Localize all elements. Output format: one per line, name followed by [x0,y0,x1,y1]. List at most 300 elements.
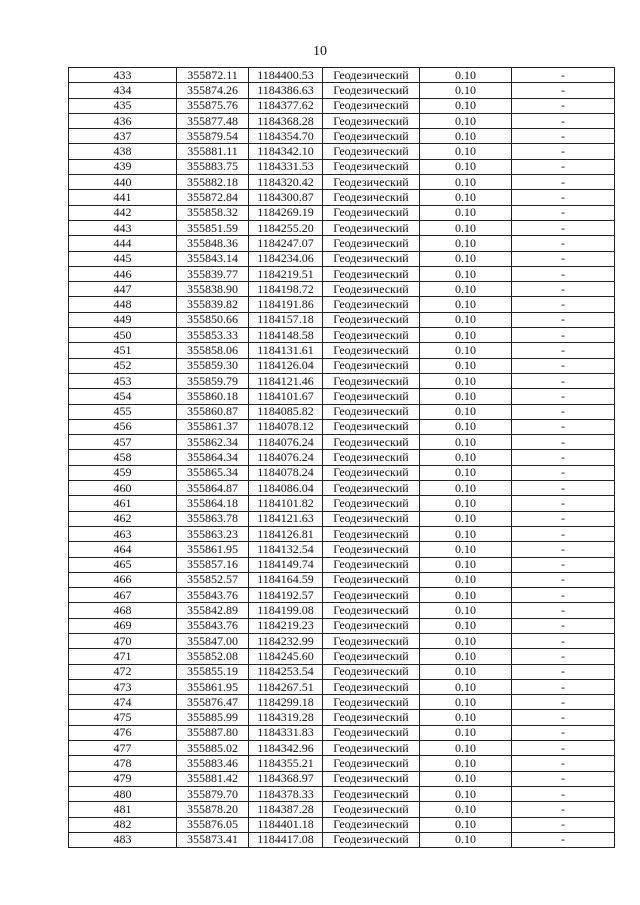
point-number-cell: 439 [69,159,177,174]
x-coordinate-cell: 355838.90 [177,282,249,297]
x-coordinate-cell: 355855.19 [177,664,249,679]
method-cell: Геодезический [323,802,420,817]
point-number-cell: 467 [69,588,177,603]
y-coordinate-cell: 1184086.04 [249,481,323,496]
table-row [69,236,615,251]
point-number-cell: 451 [69,343,177,358]
table-row [69,343,615,358]
table-row [69,373,615,388]
table-row [69,435,615,450]
y-coordinate-cell: 1184386.63 [249,83,323,98]
table-row [69,98,615,113]
table-row [69,450,615,465]
y-coordinate-cell: 1184126.81 [249,526,323,541]
note-cell: - [512,98,615,113]
table-row [69,190,615,205]
note-cell: - [512,802,615,817]
y-coordinate-cell: 1184368.97 [249,771,323,786]
point-number-cell: 443 [69,220,177,235]
method-cell: Геодезический [323,771,420,786]
accuracy-cell: 0.10 [420,419,512,434]
y-coordinate-cell: 1184121.46 [249,373,323,388]
table-row [69,129,615,144]
note-cell: - [512,832,615,847]
x-coordinate-cell: 355882.18 [177,175,249,190]
note-cell: - [512,679,615,694]
x-coordinate-cell: 355881.11 [177,144,249,159]
x-coordinate-cell: 355874.26 [177,83,249,98]
point-number-cell: 477 [69,741,177,756]
table-row [69,83,615,98]
x-coordinate-cell: 355861.37 [177,419,249,434]
table-row [69,251,615,266]
x-coordinate-cell: 355878.20 [177,802,249,817]
table-row [69,511,615,526]
y-coordinate-cell: 1184232.99 [249,633,323,648]
note-cell: - [512,557,615,572]
x-coordinate-cell: 355879.54 [177,129,249,144]
y-coordinate-cell: 1184253.54 [249,664,323,679]
note-cell: - [512,633,615,648]
note-cell: - [512,496,615,511]
coordinates-table [68,67,615,848]
accuracy-cell: 0.10 [420,98,512,113]
accuracy-cell: 0.10 [420,695,512,710]
method-cell: Геодезический [323,511,420,526]
note-cell: - [512,618,615,633]
method-cell: Геодезический [323,496,420,511]
y-coordinate-cell: 1184255.20 [249,220,323,235]
method-cell: Геодезический [323,266,420,281]
x-coordinate-cell: 355843.14 [177,251,249,266]
note-cell: - [512,695,615,710]
x-coordinate-cell: 355863.23 [177,526,249,541]
accuracy-cell: 0.10 [420,526,512,541]
note-cell: - [512,343,615,358]
x-coordinate-cell: 355842.89 [177,603,249,618]
accuracy-cell: 0.10 [420,496,512,511]
table-row [69,741,615,756]
x-coordinate-cell: 355851.59 [177,220,249,235]
accuracy-cell: 0.10 [420,175,512,190]
note-cell: - [512,481,615,496]
table-row [69,526,615,541]
point-number-cell: 476 [69,725,177,740]
y-coordinate-cell: 1184076.24 [249,435,323,450]
note-cell: - [512,159,615,174]
table-row [69,144,615,159]
accuracy-cell: 0.10 [420,588,512,603]
accuracy-cell: 0.10 [420,741,512,756]
y-coordinate-cell: 1184121.63 [249,511,323,526]
point-number-cell: 446 [69,266,177,281]
note-cell: - [512,756,615,771]
accuracy-cell: 0.10 [420,190,512,205]
note-cell: - [512,771,615,786]
note-cell: - [512,588,615,603]
x-coordinate-cell: 355848.36 [177,236,249,251]
x-coordinate-cell: 355862.34 [177,435,249,450]
method-cell: Геодезический [323,710,420,725]
x-coordinate-cell: 355881.42 [177,771,249,786]
table-row [69,664,615,679]
table-row [69,159,615,174]
note-cell: - [512,328,615,343]
table-row [69,725,615,740]
point-number-cell: 471 [69,649,177,664]
accuracy-cell: 0.10 [420,802,512,817]
x-coordinate-cell: 355843.76 [177,618,249,633]
x-coordinate-cell: 355885.02 [177,741,249,756]
table-row [69,205,615,220]
method-cell: Геодезический [323,159,420,174]
y-coordinate-cell: 1184101.82 [249,496,323,511]
table-row [69,557,615,572]
accuracy-cell: 0.10 [420,832,512,847]
table-row [69,496,615,511]
x-coordinate-cell: 355860.18 [177,389,249,404]
note-cell: - [512,358,615,373]
note-cell: - [512,817,615,832]
y-coordinate-cell: 1184149.74 [249,557,323,572]
table-row [69,588,615,603]
method-cell: Геодезический [323,526,420,541]
note-cell: - [512,129,615,144]
table-row [69,817,615,832]
point-number-cell: 450 [69,328,177,343]
table-row [69,175,615,190]
x-coordinate-cell: 355852.57 [177,572,249,587]
x-coordinate-cell: 355877.48 [177,113,249,128]
method-cell: Геодезический [323,832,420,847]
note-cell: - [512,786,615,801]
accuracy-cell: 0.10 [420,389,512,404]
x-coordinate-cell: 355864.18 [177,496,249,511]
note-cell: - [512,450,615,465]
table-row [69,710,615,725]
note-cell: - [512,511,615,526]
accuracy-cell: 0.10 [420,710,512,725]
y-coordinate-cell: 1184300.87 [249,190,323,205]
x-coordinate-cell: 355852.08 [177,649,249,664]
accuracy-cell: 0.10 [420,511,512,526]
y-coordinate-cell: 1184368.28 [249,113,323,128]
table-row [69,404,615,419]
note-cell: - [512,526,615,541]
accuracy-cell: 0.10 [420,144,512,159]
point-number-cell: 449 [69,312,177,327]
method-cell: Геодезический [323,190,420,205]
note-cell: - [512,236,615,251]
accuracy-cell: 0.10 [420,633,512,648]
point-number-cell: 472 [69,664,177,679]
y-coordinate-cell: 1184417.08 [249,832,323,847]
note-cell: - [512,373,615,388]
method-cell: Геодезический [323,328,420,343]
accuracy-cell: 0.10 [420,557,512,572]
x-coordinate-cell: 355863.78 [177,511,249,526]
method-cell: Геодезический [323,786,420,801]
method-cell: Геодезический [323,419,420,434]
accuracy-cell: 0.10 [420,481,512,496]
table-row [69,481,615,496]
y-coordinate-cell: 1184131.61 [249,343,323,358]
accuracy-cell: 0.10 [420,129,512,144]
point-number-cell: 453 [69,373,177,388]
method-cell: Геодезический [323,220,420,235]
method-cell: Геодезический [323,144,420,159]
x-coordinate-cell: 355876.47 [177,695,249,710]
accuracy-cell: 0.10 [420,83,512,98]
method-cell: Геодезический [323,129,420,144]
point-number-cell: 442 [69,205,177,220]
x-coordinate-cell: 355850.66 [177,312,249,327]
point-number-cell: 482 [69,817,177,832]
x-coordinate-cell: 355872.11 [177,68,249,83]
point-number-cell: 444 [69,236,177,251]
point-number-cell: 448 [69,297,177,312]
method-cell: Геодезический [323,236,420,251]
x-coordinate-cell: 355875.76 [177,98,249,113]
note-cell: - [512,220,615,235]
point-number-cell: 478 [69,756,177,771]
point-number-cell: 461 [69,496,177,511]
y-coordinate-cell: 1184126.04 [249,358,323,373]
note-cell: - [512,725,615,740]
x-coordinate-cell: 355858.06 [177,343,249,358]
y-coordinate-cell: 1184354.70 [249,129,323,144]
x-coordinate-cell: 355858.32 [177,205,249,220]
note-cell: - [512,190,615,205]
coordinates-table-body [69,68,615,848]
point-number-cell: 440 [69,175,177,190]
point-number-cell: 464 [69,542,177,557]
y-coordinate-cell: 1184219.51 [249,266,323,281]
y-coordinate-cell: 1184157.18 [249,312,323,327]
table-row [69,328,615,343]
point-number-cell: 465 [69,557,177,572]
x-coordinate-cell: 355857.16 [177,557,249,572]
method-cell: Геодезический [323,481,420,496]
method-cell: Геодезический [323,741,420,756]
x-coordinate-cell: 355864.87 [177,481,249,496]
x-coordinate-cell: 355876.05 [177,817,249,832]
note-cell: - [512,404,615,419]
table-row [69,756,615,771]
x-coordinate-cell: 355839.82 [177,297,249,312]
accuracy-cell: 0.10 [420,542,512,557]
method-cell: Геодезический [323,618,420,633]
x-coordinate-cell: 355861.95 [177,542,249,557]
note-cell: - [512,83,615,98]
point-number-cell: 452 [69,358,177,373]
accuracy-cell: 0.10 [420,756,512,771]
note-cell: - [512,419,615,434]
method-cell: Геодезический [323,113,420,128]
accuracy-cell: 0.10 [420,266,512,281]
note-cell: - [512,312,615,327]
y-coordinate-cell: 1184198.72 [249,282,323,297]
table-row [69,832,615,847]
point-number-cell: 454 [69,389,177,404]
y-coordinate-cell: 1184076.24 [249,450,323,465]
point-number-cell: 466 [69,572,177,587]
point-number-cell: 455 [69,404,177,419]
method-cell: Геодезический [323,205,420,220]
note-cell: - [512,603,615,618]
point-number-cell: 459 [69,465,177,480]
point-number-cell: 438 [69,144,177,159]
note-cell: - [512,741,615,756]
y-coordinate-cell: 1184234.06 [249,251,323,266]
note-cell: - [512,282,615,297]
point-number-cell: 436 [69,113,177,128]
table-row [69,786,615,801]
y-coordinate-cell: 1184378.33 [249,786,323,801]
accuracy-cell: 0.10 [420,725,512,740]
y-coordinate-cell: 1184132.54 [249,542,323,557]
point-number-cell: 475 [69,710,177,725]
point-number-cell: 437 [69,129,177,144]
method-cell: Геодезический [323,572,420,587]
note-cell: - [512,572,615,587]
x-coordinate-cell: 355847.00 [177,633,249,648]
accuracy-cell: 0.10 [420,603,512,618]
accuracy-cell: 0.10 [420,786,512,801]
accuracy-cell: 0.10 [420,817,512,832]
method-cell: Геодезический [323,725,420,740]
table-row [69,603,615,618]
y-coordinate-cell: 1184401.18 [249,817,323,832]
accuracy-cell: 0.10 [420,343,512,358]
table-row [69,389,615,404]
x-coordinate-cell: 355861.95 [177,679,249,694]
table-row [69,297,615,312]
point-number-cell: 445 [69,251,177,266]
table-row [69,649,615,664]
table-row [69,312,615,327]
accuracy-cell: 0.10 [420,68,512,83]
note-cell: - [512,251,615,266]
y-coordinate-cell: 1184342.96 [249,741,323,756]
note-cell: - [512,113,615,128]
method-cell: Геодезический [323,389,420,404]
x-coordinate-cell: 355860.87 [177,404,249,419]
accuracy-cell: 0.10 [420,236,512,251]
method-cell: Геодезический [323,679,420,694]
table-row [69,679,615,694]
method-cell: Геодезический [323,450,420,465]
method-cell: Геодезический [323,695,420,710]
accuracy-cell: 0.10 [420,113,512,128]
x-coordinate-cell: 355839.77 [177,266,249,281]
note-cell: - [512,389,615,404]
method-cell: Геодезический [323,435,420,450]
point-number-cell: 481 [69,802,177,817]
point-number-cell: 480 [69,786,177,801]
table-row [69,802,615,817]
accuracy-cell: 0.10 [420,450,512,465]
y-coordinate-cell: 1184319.28 [249,710,323,725]
x-coordinate-cell: 355873.41 [177,832,249,847]
accuracy-cell: 0.10 [420,373,512,388]
y-coordinate-cell: 1184331.83 [249,725,323,740]
y-coordinate-cell: 1184299.18 [249,695,323,710]
note-cell: - [512,68,615,83]
point-number-cell: 447 [69,282,177,297]
table-row [69,266,615,281]
accuracy-cell: 0.10 [420,358,512,373]
table-row [69,220,615,235]
method-cell: Геодезический [323,373,420,388]
x-coordinate-cell: 355859.79 [177,373,249,388]
x-coordinate-cell: 355865.34 [177,465,249,480]
y-coordinate-cell: 1184331.53 [249,159,323,174]
point-number-cell: 469 [69,618,177,633]
accuracy-cell: 0.10 [420,205,512,220]
table-row [69,282,615,297]
x-coordinate-cell: 355885.99 [177,710,249,725]
table-row [69,695,615,710]
method-cell: Геодезический [323,557,420,572]
note-cell: - [512,266,615,281]
table-row [69,465,615,480]
accuracy-cell: 0.10 [420,618,512,633]
accuracy-cell: 0.10 [420,572,512,587]
y-coordinate-cell: 1184199.08 [249,603,323,618]
point-number-cell: 483 [69,832,177,847]
note-cell: - [512,435,615,450]
method-cell: Геодезический [323,588,420,603]
page-number: 10 [313,44,327,59]
accuracy-cell: 0.10 [420,220,512,235]
note-cell: - [512,664,615,679]
point-number-cell: 433 [69,68,177,83]
y-coordinate-cell: 1184387.28 [249,802,323,817]
accuracy-cell: 0.10 [420,282,512,297]
method-cell: Геодезический [323,603,420,618]
accuracy-cell: 0.10 [420,328,512,343]
note-cell: - [512,297,615,312]
x-coordinate-cell: 355853.33 [177,328,249,343]
note-cell: - [512,175,615,190]
x-coordinate-cell: 355843.76 [177,588,249,603]
point-number-cell: 435 [69,98,177,113]
point-number-cell: 457 [69,435,177,450]
accuracy-cell: 0.10 [420,679,512,694]
accuracy-cell: 0.10 [420,297,512,312]
accuracy-cell: 0.10 [420,465,512,480]
note-cell: - [512,649,615,664]
x-coordinate-cell: 355883.46 [177,756,249,771]
y-coordinate-cell: 1184078.24 [249,465,323,480]
point-number-cell: 468 [69,603,177,618]
y-coordinate-cell: 1184078.12 [249,419,323,434]
accuracy-cell: 0.10 [420,649,512,664]
y-coordinate-cell: 1184085.82 [249,404,323,419]
table-row [69,358,615,373]
table-row [69,419,615,434]
accuracy-cell: 0.10 [420,435,512,450]
x-coordinate-cell: 355879.70 [177,786,249,801]
y-coordinate-cell: 1184320.42 [249,175,323,190]
x-coordinate-cell: 355872.84 [177,190,249,205]
table-row [69,633,615,648]
method-cell: Геодезический [323,358,420,373]
y-coordinate-cell: 1184101.67 [249,389,323,404]
point-number-cell: 470 [69,633,177,648]
method-cell: Геодезический [323,633,420,648]
